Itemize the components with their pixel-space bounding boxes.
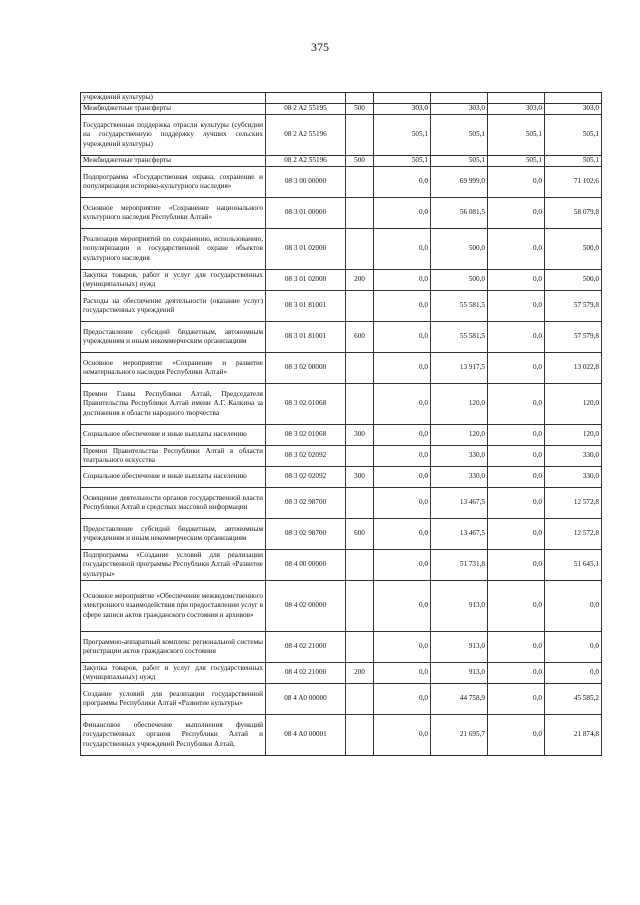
table-row <box>81 115 602 156</box>
amount-cell-3: 0,0 <box>488 229 545 270</box>
target-code-cell: 08 3 02 00000 <box>266 353 346 384</box>
amount-cell-4: 500,0 <box>545 270 602 291</box>
page-number: 375 <box>311 40 329 54</box>
target-code-cell: 08 3 02 02092 <box>266 467 346 488</box>
amount-cell-3: 0,0 <box>488 467 545 488</box>
amount-cell-1: 0,0 <box>374 384 431 425</box>
expense-type-cell <box>346 198 374 229</box>
amount-cell-1: 0,0 <box>374 270 431 291</box>
target-code-cell: 08 4 00 00000 <box>266 550 346 581</box>
amount-cell-4: 505,1 <box>545 115 602 156</box>
amount-cell-1: 0,0 <box>374 229 431 270</box>
amount-cell-4: 120,0 <box>545 384 602 425</box>
amount-cell-3: 0,0 <box>488 663 545 684</box>
table-row <box>81 104 602 115</box>
expense-type-cell <box>346 384 374 425</box>
table-row <box>81 425 602 446</box>
amount-cell-3: 0,0 <box>488 519 545 550</box>
amount-cell-4: 0,0 <box>545 581 602 632</box>
target-code-cell: 08 3 02 01068 <box>266 425 346 446</box>
target-code-cell: 08 3 01 81001 <box>266 291 346 322</box>
expense-type-cell <box>346 632 374 663</box>
budget-table-body <box>81 93 602 756</box>
amount-cell-4: 505,1 <box>545 156 602 167</box>
amount-cell-3: 0,0 <box>488 581 545 632</box>
amount-cell-2: 505,1 <box>431 156 488 167</box>
expense-type-cell: 200 <box>346 270 374 291</box>
amount-cell-4: 13 022,8 <box>545 353 602 384</box>
amount-cell-4: 51 645,1 <box>545 550 602 581</box>
target-code-cell: 08 3 02 98700 <box>266 519 346 550</box>
item-name-cell: Финансовое обеспечение выполнения функций государственных органов Республики Алтай и государственных учреждений Республики Алтай, <box>81 715 266 756</box>
amount-cell-1: 0,0 <box>374 519 431 550</box>
amount-cell-2: 120,0 <box>431 384 488 425</box>
item-name-cell: Предоставление субсидий бюджетным, автономным учреждениям и иным некоммерческим организациям <box>81 322 266 353</box>
table-row <box>81 229 602 270</box>
item-name-cell: Социальное обеспечение и иные выплаты населению <box>81 425 266 446</box>
amount-cell-3: 0,0 <box>488 198 545 229</box>
target-code-cell: 08 2 A2 55196 <box>266 115 346 156</box>
amount-cell-2: 303,0 <box>431 104 488 115</box>
amount-cell-3: 0,0 <box>488 353 545 384</box>
amount-cell-3: 0,0 <box>488 384 545 425</box>
amount-cell-2: 505,1 <box>431 115 488 156</box>
amount-cell-2: 913,0 <box>431 581 488 632</box>
amount-cell-4: 303,0 <box>545 104 602 115</box>
table-row <box>81 156 602 167</box>
table-row <box>81 291 602 322</box>
table-row <box>81 384 602 425</box>
amount-cell-1: 0,0 <box>374 198 431 229</box>
amount-cell-2 <box>431 93 488 104</box>
amount-cell-4: 330,0 <box>545 467 602 488</box>
amount-cell-4: 0,0 <box>545 632 602 663</box>
item-name-cell: Премии Правительства Республики Алтай в области театрального искусства <box>81 446 266 467</box>
expense-type-cell <box>346 446 374 467</box>
expense-type-cell: 500 <box>346 104 374 115</box>
expense-type-cell <box>346 715 374 756</box>
table-row <box>81 467 602 488</box>
amount-cell-2: 13 467,5 <box>431 519 488 550</box>
budget-table <box>80 92 602 756</box>
target-code-cell: 08 2 A2 55196 <box>266 156 346 167</box>
amount-cell-2: 55 581,5 <box>431 291 488 322</box>
amount-cell-4 <box>545 93 602 104</box>
item-name-cell: Премии Главы Республики Алтай, Председателя Правительства Республики Алтай имени А.Г. Калкина за достижения в области народного творчества <box>81 384 266 425</box>
expense-type-cell <box>346 115 374 156</box>
expense-type-cell: 300 <box>346 425 374 446</box>
amount-cell-2: 13 917,5 <box>431 353 488 384</box>
table-row <box>81 167 602 198</box>
item-name-cell: Основное мероприятие «Сохранение национального культурного наследия Республики Алтай» <box>81 198 266 229</box>
amount-cell-4: 500,0 <box>545 229 602 270</box>
amount-cell-1: 0,0 <box>374 550 431 581</box>
target-code-cell: 08 3 02 02092 <box>266 446 346 467</box>
amount-cell-2: 330,0 <box>431 446 488 467</box>
target-code-cell: 08 4 A0 00001 <box>266 715 346 756</box>
table-row <box>81 198 602 229</box>
amount-cell-4: 120,0 <box>545 425 602 446</box>
amount-cell-1: 505,1 <box>374 156 431 167</box>
item-name-cell: Программно-аппаратный комплекс региональной системы регистрации актов гражданского состояния <box>81 632 266 663</box>
target-code-cell: 08 3 01 81001 <box>266 322 346 353</box>
expense-type-cell: 600 <box>346 322 374 353</box>
expense-type-cell <box>346 353 374 384</box>
amount-cell-4: 45 585,2 <box>545 684 602 715</box>
amount-cell-4: 58 079,8 <box>545 198 602 229</box>
amount-cell-1: 303,0 <box>374 104 431 115</box>
amount-cell-4: 12 572,8 <box>545 519 602 550</box>
item-name-cell: Расходы на обеспечение деятельности (оказание услуг) государственных учреждений <box>81 291 266 322</box>
target-code-cell <box>266 93 346 104</box>
amount-cell-1: 0,0 <box>374 446 431 467</box>
amount-cell-2: 913,0 <box>431 663 488 684</box>
table-row <box>81 632 602 663</box>
amount-cell-1: 0,0 <box>374 167 431 198</box>
expense-type-cell <box>346 488 374 519</box>
expense-type-cell <box>346 93 374 104</box>
amount-cell-2: 56 081,5 <box>431 198 488 229</box>
amount-cell-3: 0,0 <box>488 322 545 353</box>
amount-cell-1: 0,0 <box>374 632 431 663</box>
amount-cell-3: 0,0 <box>488 632 545 663</box>
amount-cell-1: 505,1 <box>374 115 431 156</box>
target-code-cell: 08 3 00 00000 <box>266 167 346 198</box>
amount-cell-3: 0,0 <box>488 550 545 581</box>
amount-cell-1: 0,0 <box>374 291 431 322</box>
amount-cell-3: 505,1 <box>488 115 545 156</box>
target-code-cell: 08 3 01 02000 <box>266 270 346 291</box>
table-row <box>81 581 602 632</box>
target-code-cell: 08 4 02 21000 <box>266 632 346 663</box>
target-code-cell: 08 3 02 98700 <box>266 488 346 519</box>
amount-cell-3: 0,0 <box>488 270 545 291</box>
table-row <box>81 353 602 384</box>
amount-cell-1: 0,0 <box>374 663 431 684</box>
expense-type-cell <box>346 684 374 715</box>
table-row <box>81 550 602 581</box>
item-name-cell: Создание условий для реализации государственной программы Республики Алтай «Развитие культуры» <box>81 684 266 715</box>
expense-type-cell <box>346 167 374 198</box>
expense-type-cell <box>346 581 374 632</box>
amount-cell-3: 505,1 <box>488 156 545 167</box>
amount-cell-2: 69 999,0 <box>431 167 488 198</box>
table-row <box>81 270 602 291</box>
item-name-cell: Реализация мероприятий по сохранению, использованию, популяризации и государственной охране объектов культурного наследия <box>81 229 266 270</box>
amount-cell-1: 0,0 <box>374 322 431 353</box>
amount-cell-3: 0,0 <box>488 715 545 756</box>
table-row <box>81 488 602 519</box>
amount-cell-3: 303,0 <box>488 104 545 115</box>
item-name-cell: Закупка товаров, работ и услуг для государственных (муниципальных) нужд <box>81 270 266 291</box>
table-row <box>81 684 602 715</box>
item-name-cell: Государственная поддержка отрасли культуры (субсидии на государственную поддержку лучших сельских учреждений культуры) <box>81 115 266 156</box>
amount-cell-3: 0,0 <box>488 167 545 198</box>
expense-type-cell <box>346 229 374 270</box>
table-row <box>81 93 602 104</box>
amount-cell-2: 13 467,5 <box>431 488 488 519</box>
expense-type-cell <box>346 291 374 322</box>
target-code-cell: 08 3 02 01068 <box>266 384 346 425</box>
amount-cell-2: 44 758,9 <box>431 684 488 715</box>
item-name-cell: Межбюджетные трансферты <box>81 104 266 115</box>
target-code-cell: 08 4 A0 00000 <box>266 684 346 715</box>
target-code-cell: 08 4 02 21000 <box>266 663 346 684</box>
expense-type-cell <box>346 550 374 581</box>
target-code-cell: 08 2 A2 55195 <box>266 104 346 115</box>
expense-type-cell: 300 <box>346 467 374 488</box>
amount-cell-4: 57 579,8 <box>545 322 602 353</box>
expense-type-cell: 500 <box>346 156 374 167</box>
amount-cell-1 <box>374 93 431 104</box>
amount-cell-4: 57 579,8 <box>545 291 602 322</box>
amount-cell-4: 330,0 <box>545 446 602 467</box>
table-row <box>81 663 602 684</box>
amount-cell-1: 0,0 <box>374 353 431 384</box>
item-name-cell: Межбюджетные трансферты <box>81 156 266 167</box>
item-name-cell: Подпрограмма «Создание условий для реализации государственной программы Республики Алтай «Развитие культуры» <box>81 550 266 581</box>
item-name-cell: Предоставление субсидий бюджетным, автономным учреждениям и иным некоммерческим организациям <box>81 519 266 550</box>
amount-cell-3: 0,0 <box>488 488 545 519</box>
amount-cell-1: 0,0 <box>374 684 431 715</box>
amount-cell-4: 12 572,8 <box>545 488 602 519</box>
amount-cell-3: 0,0 <box>488 446 545 467</box>
amount-cell-2: 330,0 <box>431 467 488 488</box>
item-name-cell: Основное мероприятие «Обеспечение межведомственного электронного взаимодействия при предоставлении услуг в сфере записи актов гражданского состояния и архивов» <box>81 581 266 632</box>
table-row <box>81 715 602 756</box>
target-code-cell: 08 4 02 00000 <box>266 581 346 632</box>
amount-cell-1: 0,0 <box>374 425 431 446</box>
amount-cell-2: 120,0 <box>431 425 488 446</box>
amount-cell-3: 0,0 <box>488 684 545 715</box>
expense-type-cell: 200 <box>346 663 374 684</box>
table-row <box>81 446 602 467</box>
amount-cell-4: 0,0 <box>545 663 602 684</box>
item-name-cell: Закупка товаров, работ и услуг для государственных (муниципальных) нужд <box>81 663 266 684</box>
item-name-cell: Подпрограмма «Государственная охрана, сохранение и популяризация историко-культурного наследия» <box>81 167 266 198</box>
item-name-cell: учреждений культуры) <box>81 93 266 104</box>
target-code-cell: 08 3 01 00000 <box>266 198 346 229</box>
amount-cell-2: 21 695,7 <box>431 715 488 756</box>
amount-cell-1: 0,0 <box>374 715 431 756</box>
item-name-cell: Социальное обеспечение и иные выплаты населению <box>81 467 266 488</box>
amount-cell-1: 0,0 <box>374 467 431 488</box>
amount-cell-2: 913,0 <box>431 632 488 663</box>
expense-type-cell: 600 <box>346 519 374 550</box>
amount-cell-2: 500,0 <box>431 270 488 291</box>
table-row <box>81 519 602 550</box>
amount-cell-4: 21 874,8 <box>545 715 602 756</box>
item-name-cell: Освещение деятельности органов государственной власти Республики Алтай в средствах массовой информации <box>81 488 266 519</box>
item-name-cell: Основное мероприятие «Сохранение и развитие нематериального наследия Республики Алтай» <box>81 353 266 384</box>
amount-cell-1: 0,0 <box>374 581 431 632</box>
amount-cell-4: 71 102,6 <box>545 167 602 198</box>
amount-cell-1: 0,0 <box>374 488 431 519</box>
table-row <box>81 322 602 353</box>
amount-cell-2: 55 581,5 <box>431 322 488 353</box>
target-code-cell: 08 3 01 02000 <box>266 229 346 270</box>
amount-cell-2: 51 731,8 <box>431 550 488 581</box>
amount-cell-3 <box>488 93 545 104</box>
amount-cell-2: 500,0 <box>431 229 488 270</box>
amount-cell-3: 0,0 <box>488 425 545 446</box>
amount-cell-3: 0,0 <box>488 291 545 322</box>
